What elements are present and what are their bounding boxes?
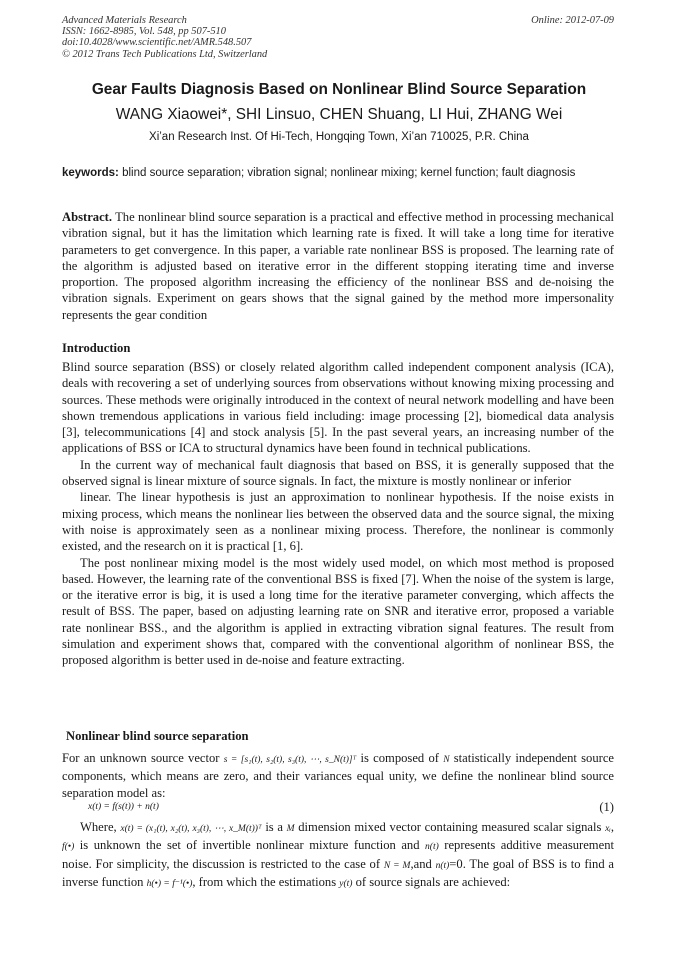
affiliation: Xi’an Research Inst. Of Hi-Tech, Hongqing Town, Xi’an 710025, P.R. China [149, 131, 529, 143]
source-vector-formula: s = [s₁(t), s₂(t), s₃(t), ⋯, s_N(t)]ᵀ [223, 755, 357, 765]
mixed-vector-formula: x(t) = (x₁(t), x₂(t), x₃(t), ⋯, x_M(t))ᵀ [120, 824, 262, 834]
keywords-label: keywords: [62, 167, 119, 179]
authors: WANG Xiaowei*, SHI Linsuo, CHEN Shuang, LI Hui, ZHANG Wei [115, 106, 563, 123]
issn-line: ISSN: 1662-8985, Vol. 548, pp 507-510 [62, 26, 226, 38]
abstract-label: Abstract. [62, 210, 113, 224]
journal-name: Advanced Materials Research [62, 15, 187, 26]
keywords-text: blind source separation; vibration signal; nonlinear mixing; kernel function; fault diagnosis [122, 167, 576, 179]
introduction-body [62, 359, 614, 669]
intro-paragraph-4: The post nonlinear mixing model is the most widely used model, on which most method is proposed based. However, the learning rate of the conventional BSS is fixed [7]. When the noise of the system is large, or the iterative error is big, it is used a long time for the iterative parameter converging, which affects the result of BSS. The paper, based on adjusting learning rate on SNR and iterative error, proposed a variable rate nonlinear BSS., and the algorithm is applied in extracting vibration signal features. The result from simulation and experiment shows that, compared with the conventional algorithm of nonlinear BSS, the proposed algorithm is better used in de-noise and feature extracting. [62, 555, 614, 668]
intro-paragraph-2: In the current way of mechanical fault diagnosis that based on BSS, it is generally supposed that the observed signal is linear mixture of source signals. In fact, the mixture is mostly nonlinear or inferior [62, 457, 614, 489]
keywords [62, 166, 614, 180]
paper-title: Gear Faults Diagnosis Based on Nonlinear Blind Source Separation [91, 81, 587, 98]
introduction-heading: Introduction [62, 341, 131, 355]
nbss-paragraph-2: Where, x(t) = (x₁(t), x₂(t), x₃(t), ⋯, x_M(t))ᵀ is a M dimension mixed vector containing measured scalar signals xᵢ, f(•) is unknown the set of invertible nonlinear mixture function and n(t) represents additive measurement noise. For simplicity, the discussion is restricted to the case of N = M,and n(t)=0. The goal of BSS is to find a inverse function h(•) = f⁻¹(•), from which the estimations y(t) of source signals are achieved: [62, 820, 614, 889]
copyright-line: © 2012 Trans Tech Publications Ltd, Switzerland [62, 48, 268, 60]
intro-paragraph-3: linear. The linear hypothesis is just an approximation to nonlinear hypothesis. If the noise exists in mixing process, which means the nonlinear lies between the observed data and the source signal, the mixing with noise is approximately seen as a nonlinear mixing process. Therefore, the nonlinear is commonly existed, and the research on it is practical [1, 6]. [62, 490, 614, 554]
abstract-text: The nonlinear blind source separation is a practical and effective method in processing mechanical vibration signal, but it has the limitation which learning rate is fixed. It will take a long time for iterative parameters to get convergence. In this paper, a variable rate nonlinear BSS is proposed. The learning rate of the algorithm is adjusted based on iterative error in the different stopping iterating time and inverse proportion. The proposed algorithm increasing the efficiency of the nonlinear BSS and de-noising the vibration signals. Experiment on gears shows that the signal gained by the method more impersonality represents the gear condition [62, 210, 614, 322]
journal-header [62, 15, 614, 60]
nbss-paragraph-1: For an unknown source vector s = [s₁(t), s₂(t), s₃(t), ⋯, s_N(t)]ᵀ is composed of N statistically independent source components, which means are zero, and their variances equal unity, we define the nonlinear blind source separation model as: [62, 751, 614, 800]
intro-paragraph-1: Blind source separation (BSS) or closely related algorithm called independent component analysis (ICA), deals with recovering a set of underlying sources from observations without knowing mixing processing and sources. These methods were originally introduced in the context of neural network modelling and have been shown tremendous applications in various field including: image processing [2], biomedical data analysis [3], telecommunications [4] and stock analysis [5]. In the past several years, an increasing number of the applications of BSS or ICA to structural dynamics have been found in technical publications. [62, 360, 614, 456]
nbss-heading: Nonlinear blind source separation [66, 729, 249, 743]
equation-1-number: (1) [599, 800, 614, 814]
abstract [62, 209, 614, 323]
n-symbol: N [443, 755, 450, 765]
equation-1-formula: x(t) = f(s(t)) + n(t) [88, 802, 159, 812]
online-date: Online: 2012-07-09 [531, 15, 614, 26]
doi-line: doi:10.4028/www.scientific.net/AMR.548.507 [62, 37, 252, 49]
